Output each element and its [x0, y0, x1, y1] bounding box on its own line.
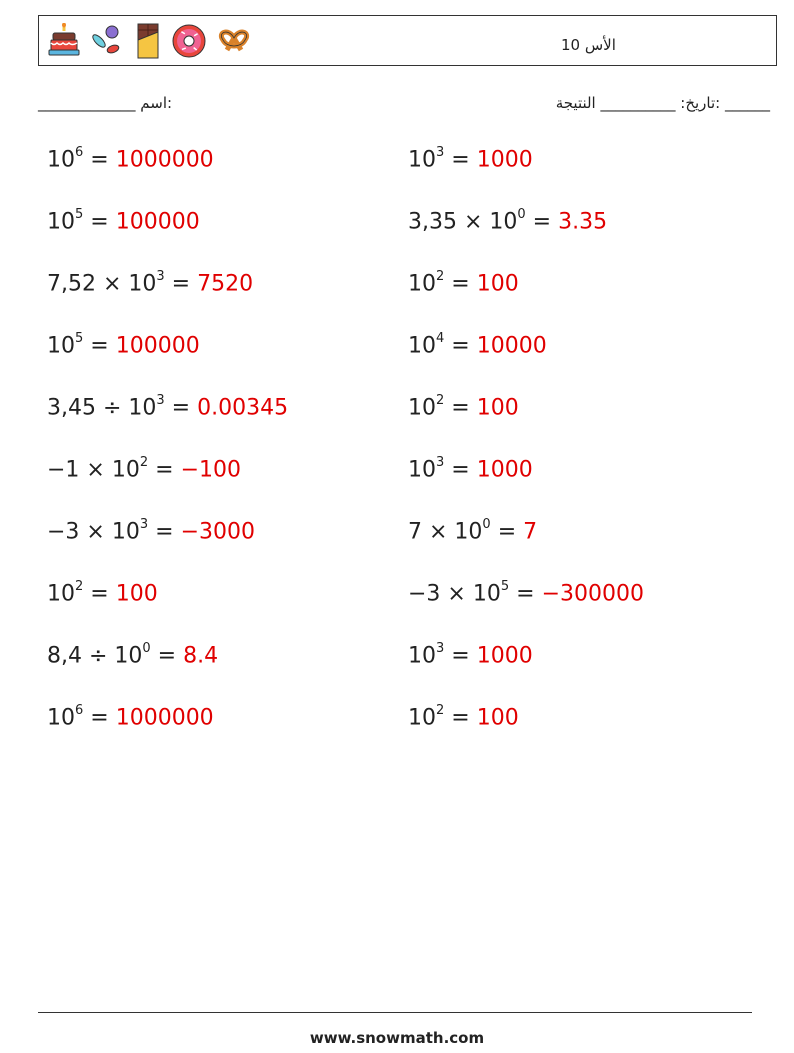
problem-expression: 10 — [47, 209, 75, 235]
equals-sign: = — [83, 209, 116, 235]
problem-expression: 3,45 ÷ 10 — [47, 395, 157, 421]
problem-answer: 7 — [523, 519, 538, 545]
equals-sign: = — [444, 333, 477, 359]
problem-item — [408, 395, 519, 420]
problem-item — [47, 581, 158, 606]
problem-expression: −1 × 10 — [47, 457, 140, 483]
problem-answer: 1000 — [476, 147, 533, 173]
problem-exponent: 3 — [156, 393, 165, 408]
donut-icon — [171, 23, 207, 59]
problem-answer: −300000 — [541, 581, 644, 607]
date-score-field-label: ______ :تاريخ: __________ النتيجة — [555, 94, 770, 112]
problem-exponent: 4 — [436, 331, 445, 346]
problem-expression: −3 × 10 — [408, 581, 501, 607]
problem-exponent: 0 — [482, 517, 491, 532]
problem-answer: −100 — [180, 457, 241, 483]
problem-item — [47, 643, 218, 668]
name-field-label: :اسم _____________ — [38, 94, 173, 112]
problem-item — [408, 147, 533, 172]
problem-exponent: 2 — [75, 579, 84, 594]
equals-sign: = — [148, 519, 181, 545]
problem-exponent: 3 — [156, 269, 165, 284]
equals-sign: = — [444, 643, 477, 669]
equals-sign: = — [509, 581, 542, 607]
problem-exponent: 2 — [436, 703, 445, 718]
equals-sign: = — [444, 705, 477, 731]
problem-expression: 10 — [408, 705, 436, 731]
equals-sign: = — [83, 147, 116, 173]
equals-sign: = — [444, 457, 477, 483]
problem-exponent: 0 — [142, 641, 151, 656]
equals-sign: = — [490, 519, 524, 545]
worksheet-header — [38, 15, 777, 66]
equals-sign: = — [83, 705, 116, 731]
problem-expression: 10 — [47, 147, 75, 173]
problem-answer: 100 — [476, 705, 519, 731]
problem-expression: 8,4 ÷ 10 — [47, 643, 143, 669]
problem-expression: 10 — [47, 705, 75, 731]
problem-item — [47, 333, 200, 358]
problem-item — [408, 519, 537, 544]
problem-expression: 10 — [408, 147, 436, 173]
problem-answer: 100000 — [115, 209, 200, 235]
problem-expression: 10 — [408, 457, 436, 483]
problem-expression: 7,52 × 10 — [47, 271, 157, 297]
problem-answer: 1000000 — [115, 705, 214, 731]
problem-exponent: 2 — [436, 393, 445, 408]
problem-answer: 1000 — [476, 457, 533, 483]
equals-sign: = — [444, 271, 477, 297]
problem-answer: −3000 — [180, 519, 255, 545]
problem-exponent: 3 — [436, 455, 445, 470]
problem-item — [408, 333, 547, 358]
equals-sign: = — [148, 457, 181, 483]
worksheet-title: الأس 10 — [561, 36, 616, 54]
problem-item — [408, 705, 519, 730]
icon-strip — [47, 22, 253, 60]
cake-icon — [47, 23, 81, 59]
equals-sign: = — [525, 209, 559, 235]
problem-answer: 100000 — [115, 333, 200, 359]
problem-item — [47, 705, 214, 730]
problem-answer: 0.00345 — [197, 395, 289, 421]
problem-expression: 10 — [408, 271, 436, 297]
problem-exponent: 2 — [139, 455, 149, 470]
chocolate-bar-icon — [133, 22, 163, 60]
footer-divider — [38, 1012, 752, 1013]
problem-exponent: 5 — [75, 207, 84, 222]
candy-icon — [89, 23, 125, 59]
problem-exponent: 5 — [500, 579, 510, 594]
problem-item — [408, 457, 533, 482]
problem-item — [47, 209, 200, 234]
pretzel-icon — [215, 26, 253, 56]
equals-sign: = — [164, 271, 198, 297]
problem-exponent: 3 — [436, 641, 445, 656]
problem-exponent: 3 — [139, 517, 149, 532]
equals-sign: = — [83, 581, 116, 607]
problem-item — [408, 209, 607, 234]
problem-answer: 100 — [115, 581, 158, 607]
problem-answer: 3.35 — [558, 209, 608, 235]
problem-exponent: 0 — [517, 207, 526, 222]
problem-item — [47, 395, 288, 420]
problem-answer: 100 — [476, 395, 519, 421]
problem-item — [408, 271, 519, 296]
problem-answer: 7520 — [197, 271, 254, 297]
problem-expression: 7 × 10 — [408, 519, 483, 545]
problem-item — [47, 519, 255, 544]
problem-exponent: 6 — [75, 703, 84, 718]
problem-expression: 10 — [47, 581, 75, 607]
equals-sign: = — [83, 333, 116, 359]
problem-exponent: 3 — [436, 145, 445, 160]
equals-sign: = — [150, 643, 184, 669]
problem-answer: 100 — [476, 271, 519, 297]
equals-sign: = — [164, 395, 198, 421]
problem-item — [408, 581, 644, 606]
problem-expression: −3 × 10 — [47, 519, 140, 545]
equals-sign: = — [444, 147, 477, 173]
problem-expression: 10 — [47, 333, 75, 359]
problem-expression: 10 — [408, 395, 436, 421]
problem-answer: 1000 — [476, 643, 533, 669]
problem-exponent: 6 — [75, 145, 84, 160]
problem-expression: 3,35 × 10 — [408, 209, 518, 235]
problem-expression: 10 — [408, 333, 436, 359]
problem-exponent: 5 — [75, 331, 84, 346]
problem-exponent: 2 — [436, 269, 445, 284]
problem-expression: 10 — [408, 643, 436, 669]
equals-sign: = — [444, 395, 477, 421]
problem-item — [47, 271, 253, 296]
problem-item — [47, 147, 214, 172]
problem-item — [408, 643, 533, 668]
problem-answer: 8.4 — [183, 643, 219, 669]
footer-url: www.snowmath.com — [309, 1029, 485, 1047]
problem-item — [47, 457, 241, 482]
problem-answer: 1000000 — [115, 147, 214, 173]
problem-answer: 10000 — [476, 333, 547, 359]
